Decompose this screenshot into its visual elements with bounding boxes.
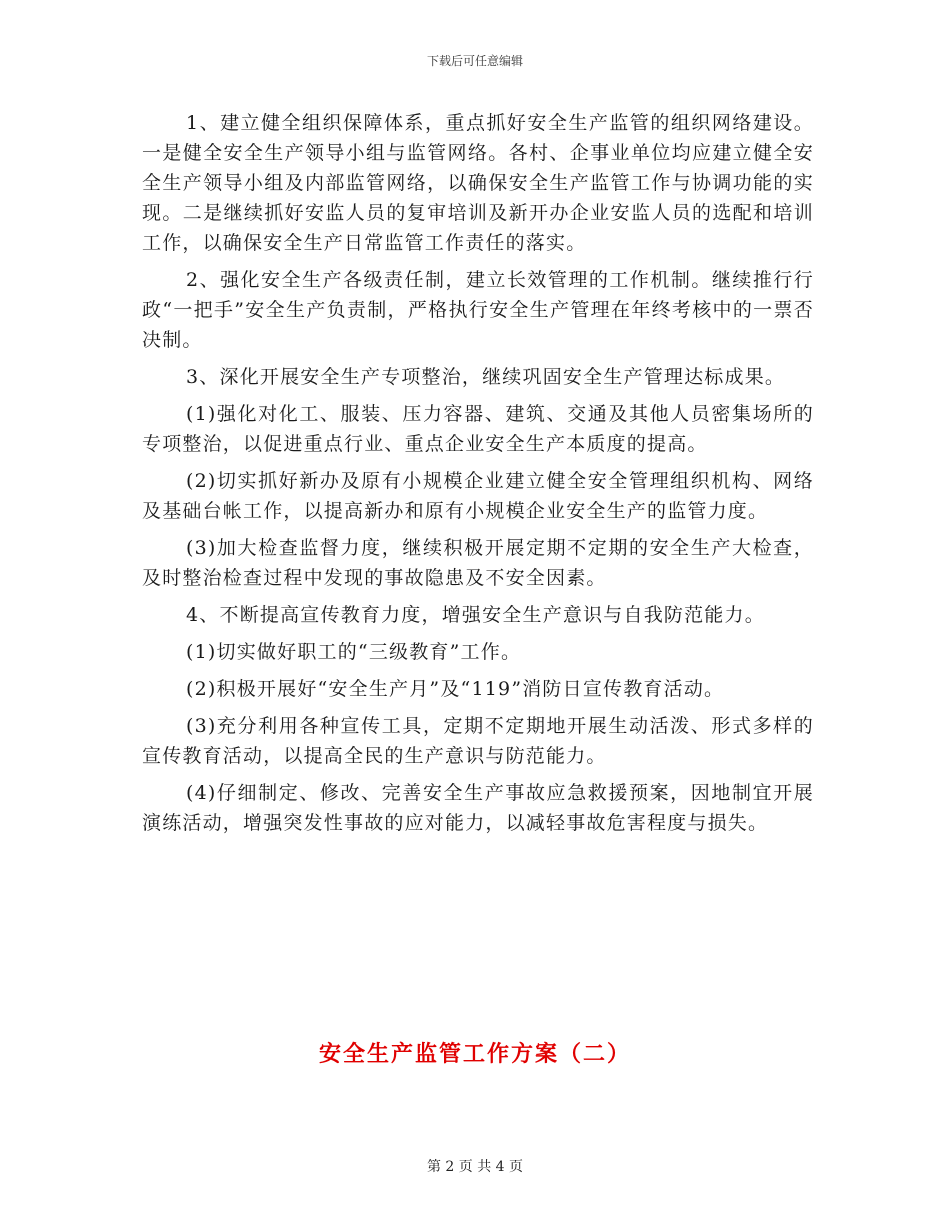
paragraph-subitem-4-4: (4)仔细制定、修改、完善安全生产事故应急救援预案，因地制宜开展演练活动，增强突发性事故的应对能力，以减轻事故危害程度与损失。 (142, 782, 814, 834)
paragraph-subitem-4-2: (2)积极开展好“安全生产月”及“119”消防日宣传教育活动。 (186, 678, 725, 700)
paragraph-subitem-3-3: (3)加大检查监督力度，继续积极开展定期不定期的安全生产大检查，及时整治检查过程中发现的事故隐患及不安全因素。 (142, 537, 814, 589)
paragraph-subitem-4-3: (3)充分利用各种宣传工具，定期不定期地开展生动活泼、形式多样的宣传教育活动，以提高全民的生产意识与防范能力。 (142, 715, 814, 767)
paragraph-subitem-4-1: (1)切实做好职工的“三级教育”工作。 (186, 641, 522, 663)
section-title: 安全生产监管工作方案（二） (318, 1041, 631, 1067)
paragraph-subitem-3-2: (2)切实抓好新办及原有小规模企业建立健全安全管理组织机构、网络及基础台帐工作，以提高新办和原有小规模企业安全生产的监管力度。 (142, 470, 814, 522)
paragraph-item-4: 4、不断提高宣传教育力度，增强安全生产意识与自我防范能力。 (186, 604, 765, 626)
page-header: 下载后可任意编辑 (426, 54, 523, 68)
document-body (142, 108, 814, 838)
paragraph-item-2: 2、强化安全生产各级责任制，建立长效管理的工作机制。继续推行行政“一把手”安全生产负责制，严格执行安全生产管理在年终考核中的一票否决制。 (142, 269, 814, 351)
paragraph-subitem-3-1: (1)强化对化工、服装、压力容器、建筑、交通及其他人员密集场所的专项整治，以促进重点行业、重点企业安全生产本质度的提高。 (142, 403, 814, 455)
paragraph-item-3: 3、深化开展安全生产专项整治，继续巩固安全生产管理达标成果。 (186, 366, 786, 388)
paragraph-item-1: 1、建立健全组织保障体系，重点抓好安全生产监管的组织网络建设。一是健全安全生产领导小组与监管网络。各村、企事业单位均应建立健全安全生产领导小组及内部监管网络，以确保安全生产监管工作与协调功能的实现。二是继续抓好安监人员的复审培训及新开办企业安监人员的选配和培训工作，以确保安全生产日常监管工作责任的落实。 (142, 112, 814, 254)
page-number-footer: 第 2 页 共 4 页 (426, 1159, 524, 1175)
